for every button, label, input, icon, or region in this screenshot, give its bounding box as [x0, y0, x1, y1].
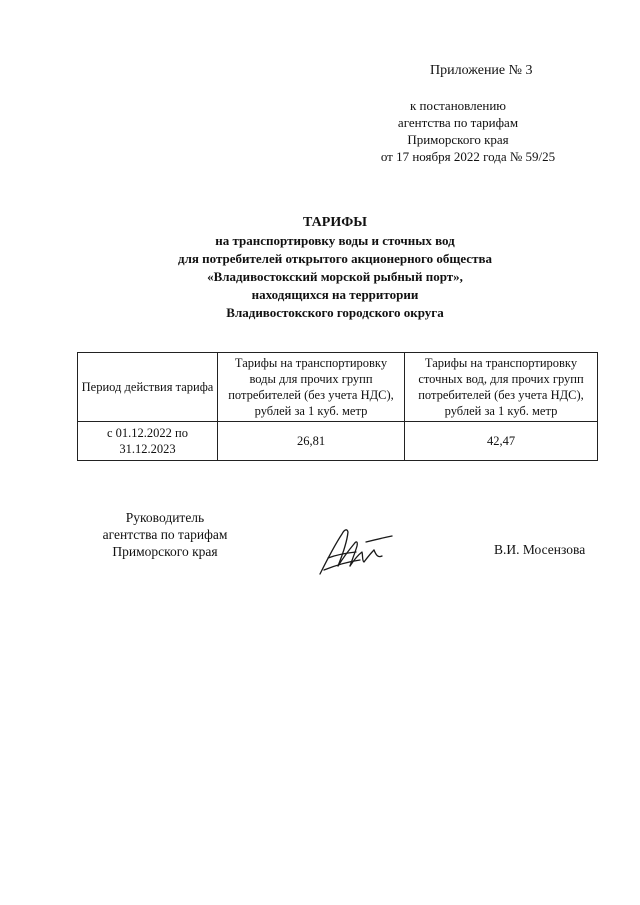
signer-position-line: агентства по тарифам	[102, 527, 228, 542]
title-line: для потребителей открытого акционерного общества	[178, 251, 492, 266]
title-line: «Владивостокский морской рыбный порт»,	[207, 269, 463, 284]
decree-date: от 17 ноября 2022 года № 59/25	[380, 149, 556, 164]
decree-reference	[328, 97, 588, 165]
decree-line: Приморского края	[407, 132, 509, 147]
signer-name: В.И. Мосензова	[494, 542, 586, 557]
cell-water-tariff: 26,81	[218, 422, 405, 461]
decree-line: агентства по тарифам	[397, 115, 519, 130]
signer-position-line: Руководитель	[125, 510, 205, 525]
handwritten-signature	[316, 522, 396, 583]
appendix-label: Приложение № 3	[430, 63, 533, 78]
table-row	[78, 422, 598, 461]
title-line: на транспортировку воды и сточных вод	[215, 233, 455, 248]
table-header-row	[78, 353, 598, 422]
title-main: ТАРИФЫ	[303, 215, 367, 230]
title-line: Владивостокского городского округа	[226, 305, 444, 320]
header-water-tariff: Тарифы на транспортировку воды для прочих групп потребителей (без учета НДС), рублей за 1 куб. метр	[218, 353, 405, 422]
tariff-table	[77, 352, 598, 461]
signature-icon	[316, 522, 396, 578]
cell-period: с 01.12.2022 по 31.12.2023	[78, 422, 218, 461]
signer-position	[85, 509, 245, 560]
cell-wastewater-tariff: 42,47	[405, 422, 598, 461]
title-line: находящихся на территории	[251, 287, 419, 302]
decree-line: к постановлению	[409, 98, 507, 113]
header-wastewater-tariff: Тарифы на транспортировку сточных вод, для прочих групп потребителей (без учета НДС), рублей за 1 куб. метр	[405, 353, 598, 422]
document-title	[150, 214, 520, 322]
signer-position-line: Приморского края	[112, 544, 218, 559]
header-period: Период действия тарифа	[78, 353, 218, 422]
